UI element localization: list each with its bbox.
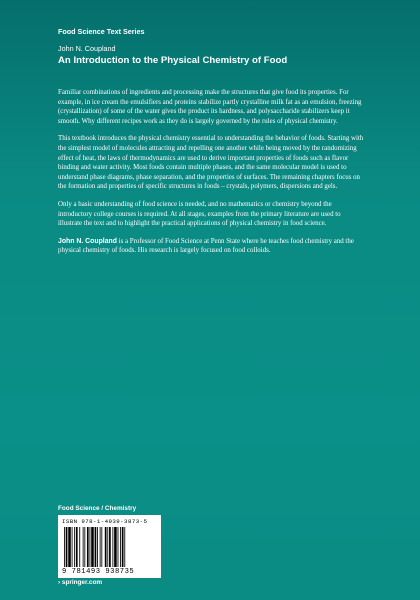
blurb-paragraph-2: This textbook introduces the physical chemistry essential to understanding the behavior of foods. Starting with the simplest model of molecules attracting and repelling one another while being moved by the randomizing effect of heat, the laws of thermodynamics are used to derive important properties of foods such as flavor binding and water activity. Most foods contain multiple phases, and the same molecular model is used to understand phase diagrams, phase separation, and the properties of surfaces. The remaining chapters focus on the formation and properties of specific structures in foods – crystals, polymers, dispersions and gels. [58,135,364,191]
publisher-url: › springer.com [58,579,103,586]
blurb-paragraph-1: Familiar combinations of ingredients and processing make the structures that give food its properties. For example, in ice cream the emulsifiers and proteins stabilize partly crystalline milk fat as an emulsion, freezing (crystallization) of some of the water gives the product its hardness, and polysaccharide stabilizers keep it smooth. Why different recipes work as they do is largely governed by the rules of physical chemistry. [58,89,362,125]
series-name: Food Science Text Series [58,27,145,36]
subject-category: Food Science / Chemistry [58,505,137,512]
author-bio-text: is a Professor of Food Science at Penn State where he teaches food chemistry and the physical chemistry of foods. His research is largely focused on food colloids. [58,237,354,255]
author-bio-name: John N. Coupland [58,237,117,245]
blurb-paragraph-3: Only a basic understanding of food science is needed, and no mathematics or chemistry beyond the introductory college courses is required. At all stages, examples from the primary literature are used to illustrate the text and to highlight the practical applications of physical chemistry in food science. [58,200,341,228]
author-bio [58,237,364,256]
author-name: John N. Coupland [58,44,116,53]
barcode-bars [62,527,157,567]
blurb [58,88,364,264]
book-title: An Introduction to the Physical Chemistry of Food [58,55,288,66]
isbn-number: ISBN 978-1-4939-3873-5 [62,518,148,525]
barcode-digits: 9 781493 938735 [62,568,135,576]
barcode-box [58,515,161,578]
